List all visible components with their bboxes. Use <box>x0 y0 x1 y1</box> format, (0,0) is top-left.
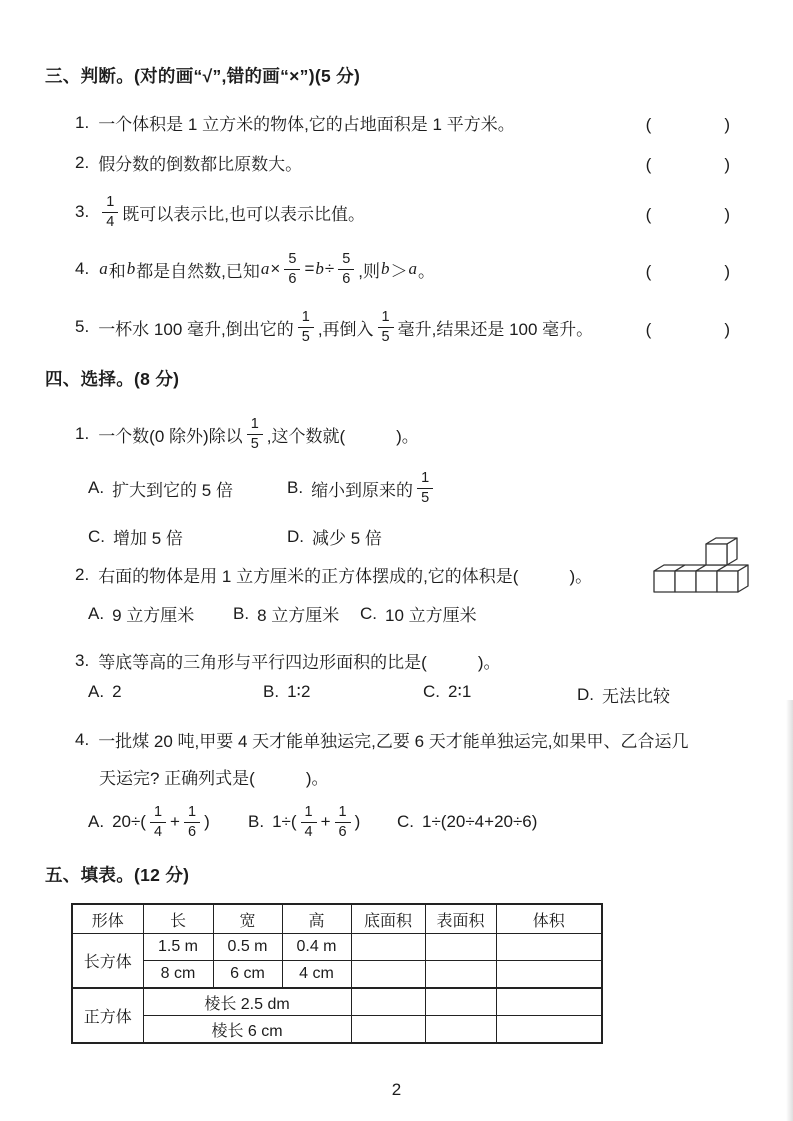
question-text: 等底等高的三角形与平行四边形面积的比是( )。 <box>98 653 501 672</box>
page-number: 2 <box>391 1080 402 1099</box>
option-label: B. <box>287 478 304 497</box>
option-text: 10 立方厘米 <box>385 606 477 625</box>
header-length: 长 <box>143 904 213 934</box>
question-text: 天运完? 正确列式是( )。 <box>99 769 329 788</box>
cell-height: 4 cm <box>282 961 351 989</box>
cuboid-label: 长方体 <box>72 934 143 989</box>
option-label: A. <box>88 603 105 623</box>
option-label: B. <box>233 603 250 623</box>
scan-edge-shadow <box>786 700 793 1121</box>
fraction: $\frac{1}{4}$ <box>102 195 118 230</box>
choice-q4-option-a[interactable] <box>88 798 210 846</box>
item-text: 一个体积是 1 立方米的物体,它的占地面积是 1 平方米。 <box>98 115 515 134</box>
option-text: 1÷( $\frac{1}{4}$ + $\frac{1}{6}$ ) <box>272 803 361 840</box>
choice-q1-option-d[interactable] <box>287 524 382 549</box>
choice-q1-option-c[interactable] <box>88 524 183 549</box>
option-text: 20÷( $\frac{1}{4}$ + $\frac{1}{6}$ ) <box>112 803 210 840</box>
section-fill-table-title: 五、填表。(12 分) <box>45 865 190 885</box>
cell-base-area-blank[interactable] <box>351 934 425 961</box>
choice-q1-option-b[interactable] <box>287 465 437 511</box>
option-label: C. <box>360 603 377 623</box>
item-text: 一杯水 100 毫升,倒出它的 $\frac{1}{5}$ ,再倒入 $\frac{1}{5}$ 毫升,结果还是 100 毫升。 <box>98 308 594 345</box>
fraction: $\frac{1}{5}$ <box>378 310 394 345</box>
judge-item-1 <box>75 110 731 135</box>
cell-edge-length: 棱长 2.5 dm <box>143 988 351 1016</box>
option-text: 9 立方厘米 <box>112 606 195 625</box>
cuboid-row-1 <box>72 934 602 961</box>
fraction: $\frac{1}{6}$ <box>184 805 200 840</box>
header-width: 宽 <box>213 904 282 934</box>
cell-length: 1.5 m <box>143 934 213 961</box>
cell-base-area-blank[interactable] <box>351 988 425 1016</box>
option-label: D. <box>287 526 304 546</box>
item-number: 2. <box>75 152 90 172</box>
choice-q3-option-c[interactable] <box>423 682 471 702</box>
cell-volume-blank[interactable] <box>496 934 602 961</box>
item-text: a 和 b 都是自然数,已知 a × $\frac{5}{6}$ = b ÷ $\frac{5}{6}$ ,则 b ＞ a 。 <box>99 250 436 287</box>
answer-blank[interactable]: ( ) <box>645 155 731 174</box>
cell-width: 0.5 m <box>213 934 282 961</box>
judge-item-4 <box>75 246 731 292</box>
fraction: $\frac{1}{4}$ <box>301 805 317 840</box>
fraction: $\frac{1}{4}$ <box>150 805 166 840</box>
cell-base-area-blank[interactable] <box>351 1016 425 1044</box>
cell-volume-blank[interactable] <box>496 1016 602 1044</box>
cube-label: 正方体 <box>72 988 143 1043</box>
option-label: C. <box>397 812 414 831</box>
option-text: 1∶2 <box>287 682 311 701</box>
option-text: 减少 5 倍 <box>312 529 382 548</box>
choice-q3-option-b[interactable] <box>263 682 310 702</box>
header-height: 高 <box>282 904 351 934</box>
choice-q2-option-c[interactable] <box>360 601 477 626</box>
fraction: $\frac{1}{5}$ <box>298 310 314 345</box>
option-label: C. <box>423 682 440 701</box>
judge-item-5 <box>75 304 731 350</box>
choice-q4-line2 <box>99 764 329 789</box>
option-text: 1÷(20÷4+20÷6) <box>422 812 538 831</box>
option-label: D. <box>577 684 594 704</box>
item-number: 1. <box>75 424 90 443</box>
answer-blank[interactable]: ( ) <box>645 115 731 134</box>
cell-width: 6 cm <box>213 961 282 989</box>
fraction: $\frac{5}{6}$ <box>284 252 300 287</box>
option-label: B. <box>248 812 265 831</box>
option-text: 缩小到原来的 $\frac{1}{5}$ <box>311 471 437 506</box>
question-text: 一批煤 20 吨,甲要 4 天才能单独运完,乙要 6 天才能单独运完,如果甲、乙合运几 <box>98 732 689 751</box>
choice-q4-option-c[interactable] <box>397 798 537 846</box>
cell-length: 8 cm <box>143 961 213 989</box>
option-label: B. <box>263 682 280 701</box>
option-label: C. <box>88 526 105 546</box>
cell-surface-area-blank[interactable] <box>425 988 496 1016</box>
option-label: A. <box>88 682 105 701</box>
fraction: $\frac{5}{6}$ <box>338 252 354 287</box>
header-surface-area: 表面积 <box>425 904 496 934</box>
item-number: 4. <box>75 729 90 749</box>
answer-blank[interactable]: ( ) <box>645 204 731 224</box>
header-base-area: 底面积 <box>351 904 425 934</box>
item-text: 假分数的倒数都比原数大。 <box>98 155 303 174</box>
fraction: $\frac{1}{6}$ <box>335 805 351 840</box>
fraction: $\frac{1}{5}$ <box>247 417 263 452</box>
cell-base-area-blank[interactable] <box>351 961 425 989</box>
header-volume: 体积 <box>496 904 602 934</box>
fraction: $\frac{1}{5}$ <box>417 471 433 506</box>
section-choice-title: 四、选择。(8 分) <box>45 369 180 389</box>
item-number: 5. <box>75 317 90 336</box>
option-text: 8 立方厘米 <box>257 606 340 625</box>
choice-q1 <box>75 411 419 457</box>
choice-q3-option-a[interactable] <box>88 682 122 702</box>
cuboid-row-2 <box>72 961 602 989</box>
cube-row-1 <box>72 988 602 1016</box>
option-text: 2∶1 <box>448 682 472 701</box>
item-number: 1. <box>75 112 90 132</box>
section-judge-title: 三、判断。(对的画“√”,错的画“×”)(5 分) <box>45 66 361 86</box>
judge-item-2 <box>75 150 731 175</box>
table-header-row <box>72 904 602 934</box>
cell-volume-blank[interactable] <box>496 988 602 1016</box>
choice-q1-option-a[interactable] <box>88 465 233 511</box>
cubes-figure <box>652 534 764 598</box>
answer-blank[interactable]: ( ) <box>645 319 731 339</box>
cell-height: 0.4 m <box>282 934 351 961</box>
option-label: A. <box>88 478 105 497</box>
option-label: A. <box>88 812 105 831</box>
choice-q4-option-b[interactable] <box>248 798 360 846</box>
item-number: 3. <box>75 650 90 670</box>
judge-item-3 <box>75 189 731 235</box>
choice-q3 <box>75 648 501 673</box>
option-text: 2 <box>112 682 122 701</box>
item-number: 2. <box>75 564 90 584</box>
cell-surface-area-blank[interactable] <box>425 1016 496 1044</box>
answer-blank[interactable]: ( ) <box>645 261 731 281</box>
cell-surface-area-blank[interactable] <box>425 961 496 989</box>
item-text: $\frac{1}{4}$ 既可以表示比,也可以表示比值。 <box>98 195 365 230</box>
choice-q2-option-b[interactable] <box>233 601 339 626</box>
item-number: 4. <box>75 259 90 278</box>
choice-q3-option-d[interactable] <box>577 682 670 707</box>
choice-q2-option-a[interactable] <box>88 601 194 626</box>
question-text: 右面的物体是用 1 立方厘米的正方体摆成的,它的体积是( )。 <box>98 567 593 586</box>
header-shape: 形体 <box>72 904 143 934</box>
option-text: 无法比较 <box>602 687 670 706</box>
question-text: 一个数(0 除外)除以 $\frac{1}{5}$ ,这个数就( )。 <box>98 415 419 452</box>
cell-edge-length: 棱长 6 cm <box>143 1016 351 1044</box>
cube-row-2 <box>72 1016 602 1044</box>
cell-volume-blank[interactable] <box>496 961 602 989</box>
item-number: 3. <box>75 202 90 221</box>
option-text: 增加 5 倍 <box>113 529 183 548</box>
option-text: 扩大到它的 5 倍 <box>112 480 233 500</box>
dimensions-table <box>71 903 603 1044</box>
cell-surface-area-blank[interactable] <box>425 934 496 961</box>
choice-q2 <box>75 562 592 587</box>
choice-q4-line1 <box>75 727 689 752</box>
